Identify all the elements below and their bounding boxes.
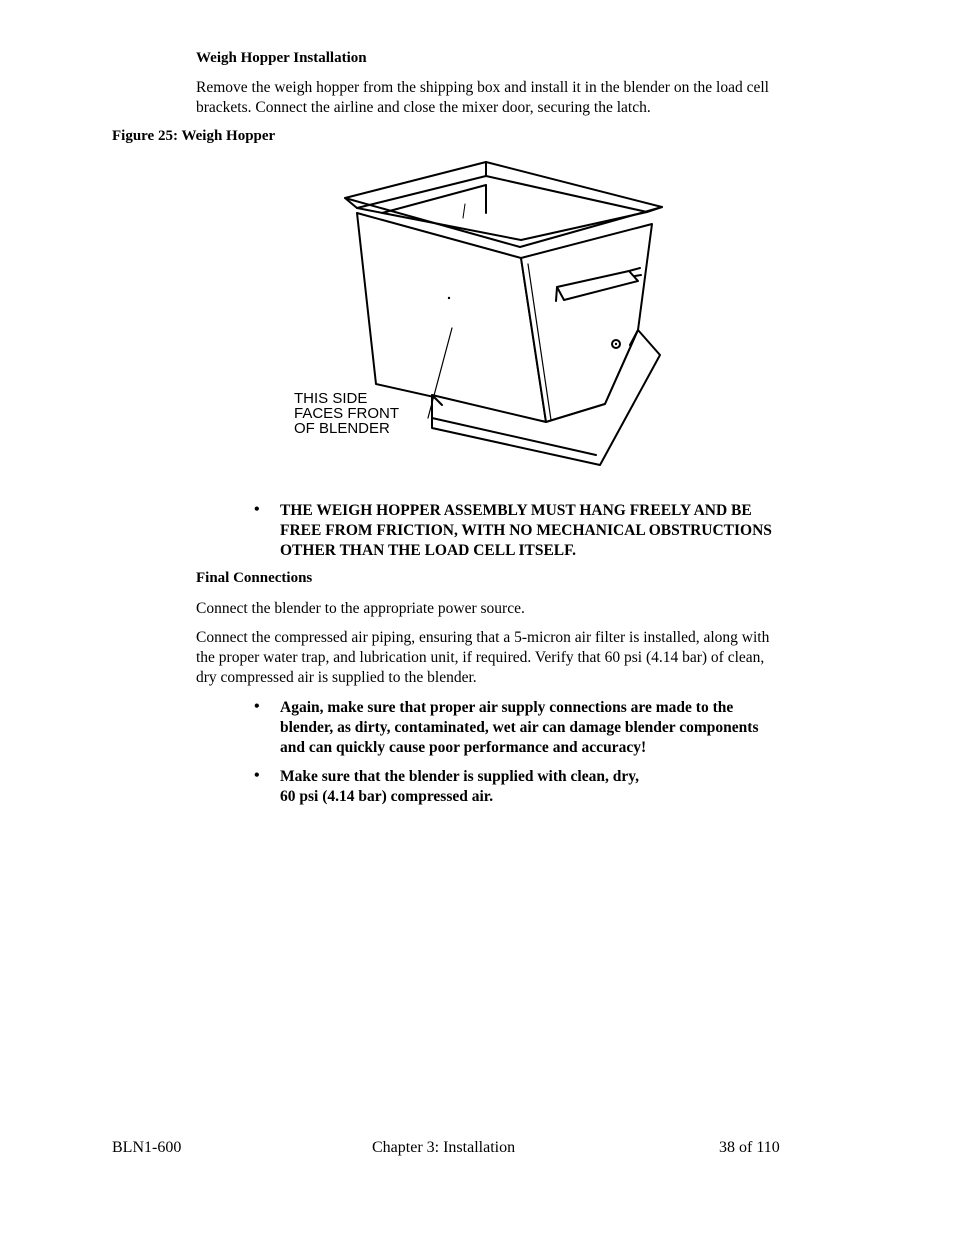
bullet-line: 60 psi (4.14 bar) compressed air. bbox=[280, 788, 494, 805]
bullet-line: blender, as dirty, contaminated, wet air can damage blender components bbox=[280, 719, 759, 736]
paragraph-compressed-air bbox=[196, 628, 769, 688]
figure-label-line: FACES FRONT bbox=[294, 405, 400, 422]
footer-doc-id: BLN1-600 bbox=[112, 1139, 182, 1156]
bullet-icon: • bbox=[254, 501, 260, 518]
warning-line: OTHER THAN THE LOAD CELL ITSELF. bbox=[280, 542, 577, 559]
bullet-line: Make sure that the blender is supplied with clean, dry, bbox=[280, 768, 639, 785]
section-heading-final-connections: Final Connections bbox=[196, 570, 313, 586]
bullet-line: Again, make sure that proper air supply connections are made to the bbox=[280, 699, 734, 716]
bullet-icon: • bbox=[254, 767, 260, 784]
bullet-line: and can quickly cause poor performance and accuracy! bbox=[280, 739, 647, 756]
weigh-hopper-illustration bbox=[280, 155, 680, 475]
warning-line: FREE FROM FRICTION, WITH NO MECHANICAL OBSTRUCTIONS bbox=[280, 522, 772, 539]
air-supply-bullet-text bbox=[280, 698, 759, 758]
paragraph-line: dry compressed air is supplied to the blender. bbox=[196, 669, 477, 686]
figure-label-line: OF BLENDER bbox=[294, 420, 390, 437]
paragraph-line: the proper water trap, and lubrication unit, if required. Verify that 60 psi (4.14 bar) of clean, bbox=[196, 649, 765, 666]
footer-page-number: 38 of 110 bbox=[719, 1139, 780, 1156]
clean-air-bullet-text bbox=[280, 767, 639, 807]
paragraph-power: Connect the blender to the appropriate power source. bbox=[196, 600, 525, 617]
paragraph-line: Connect the compressed air piping, ensuring that a 5-micron air filter is installed, along with bbox=[196, 629, 770, 646]
paragraph-line: Remove the weigh hopper from the shipping box and install it in the blender on the load cell bbox=[196, 79, 769, 96]
paragraph-weigh-hopper bbox=[196, 78, 769, 118]
bullet-icon: • bbox=[254, 698, 260, 715]
paragraph-line: brackets. Connect the airline and close the mixer door, securing the latch. bbox=[196, 99, 651, 116]
footer-chapter: Chapter 3: Installation bbox=[372, 1139, 516, 1156]
warning-bullet-text bbox=[280, 501, 772, 561]
section-heading-weigh-hopper: Weigh Hopper Installation bbox=[196, 50, 367, 66]
figure-label-line: THIS SIDE bbox=[294, 390, 368, 407]
warning-line: THE WEIGH HOPPER ASSEMBLY MUST HANG FREELY AND BE bbox=[280, 502, 752, 519]
figure-caption: Figure 25: Weigh Hopper bbox=[112, 128, 276, 144]
